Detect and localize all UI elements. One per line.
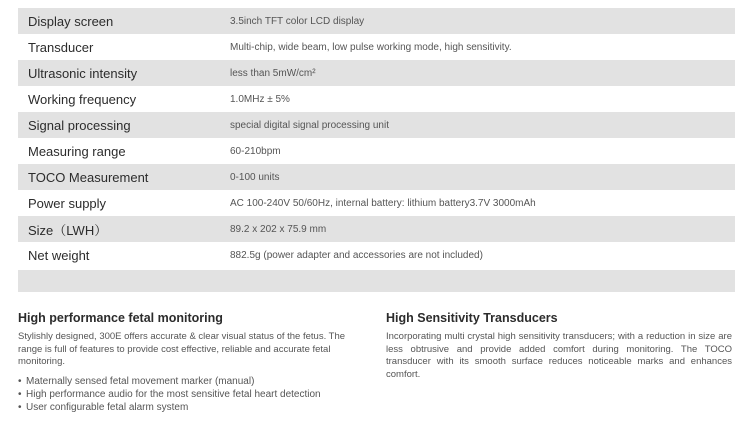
spec-value: 1.0MHz ± 5% xyxy=(230,93,290,105)
spec-value: 3.5inch TFT color LCD display xyxy=(230,15,365,27)
section-title: High performance fetal monitoring xyxy=(18,311,223,325)
list-item-text: User configurable fetal alarm system xyxy=(26,401,189,413)
bullet-icon: • xyxy=(18,375,22,387)
list-item xyxy=(18,388,370,401)
bullet-icon: • xyxy=(18,401,22,413)
spec-value: special digital signal processing unit xyxy=(230,119,389,131)
spec-label: Measuring range xyxy=(28,143,126,159)
spec-row-transducer xyxy=(18,34,735,60)
spec-label: TOCO Measurement xyxy=(28,169,149,185)
feature-section-transducers xyxy=(386,311,732,381)
list-item-text: Maternally sensed fetal movement marker (manual) xyxy=(26,375,255,387)
feature-list xyxy=(18,375,370,414)
spec-row-size xyxy=(18,216,735,242)
spec-value: 60-210bpm xyxy=(230,145,281,157)
spec-row-power-supply xyxy=(18,190,735,216)
spec-value: AC 100-240V 50/60Hz, internal battery: lithium battery3.7V 3000mAh xyxy=(230,197,536,209)
section-body: Stylishly designed, 300E offers accurate & clear visual status of the fetus. The range is full of features to provide cost effective, reliable and accurate fetal monitoring. xyxy=(18,331,346,367)
spec-row-signal-processing xyxy=(18,112,735,138)
list-item-text: High performance audio for the most sensitive fetal heart detection xyxy=(26,388,321,400)
spec-label: Size（LWH） xyxy=(28,222,108,238)
feature-section-fetal-monitoring xyxy=(18,311,370,414)
list-item xyxy=(18,375,370,388)
spec-table-footer-bar xyxy=(18,270,735,292)
spec-label: Working frequency xyxy=(28,91,137,107)
spec-row-ultrasonic-intensity xyxy=(18,60,735,86)
spec-label: Net weight xyxy=(28,247,90,263)
spec-label: Display screen xyxy=(28,13,114,29)
spec-value: 0-100 units xyxy=(230,171,280,183)
spec-label: Power supply xyxy=(28,195,107,211)
spec-label: Transducer xyxy=(28,39,94,55)
spec-row-display-screen xyxy=(18,8,735,34)
spec-row-working-frequency xyxy=(18,86,735,112)
list-item xyxy=(18,401,370,414)
spec-value: Multi-chip, wide beam, low pulse working mode, high sensitivity. xyxy=(230,41,512,53)
spec-row-net-weight xyxy=(18,242,735,268)
spec-value: 882.5g (power adapter and accessories are not included) xyxy=(230,249,483,261)
spec-row-measuring-range xyxy=(18,138,735,164)
spec-value: 89.2 x 202 x 75.9 mm xyxy=(230,223,327,235)
spec-row-toco-measurement xyxy=(18,164,735,190)
spec-value: less than 5mW/cm² xyxy=(230,67,316,79)
section-body: Incorporating multi crystal high sensitivity transducers; with a reduction in size are less obtrusive and provide added comfort during monitoring. The TOCO transducer with its smooth surface reduces noticeable marks and enhances comfort. xyxy=(386,331,732,380)
section-title: High Sensitivity Transducers xyxy=(386,311,558,325)
spec-label: Signal processing xyxy=(28,117,131,133)
bullet-icon: • xyxy=(18,388,22,400)
spec-label: Ultrasonic intensity xyxy=(28,65,138,81)
spec-table xyxy=(18,8,735,292)
